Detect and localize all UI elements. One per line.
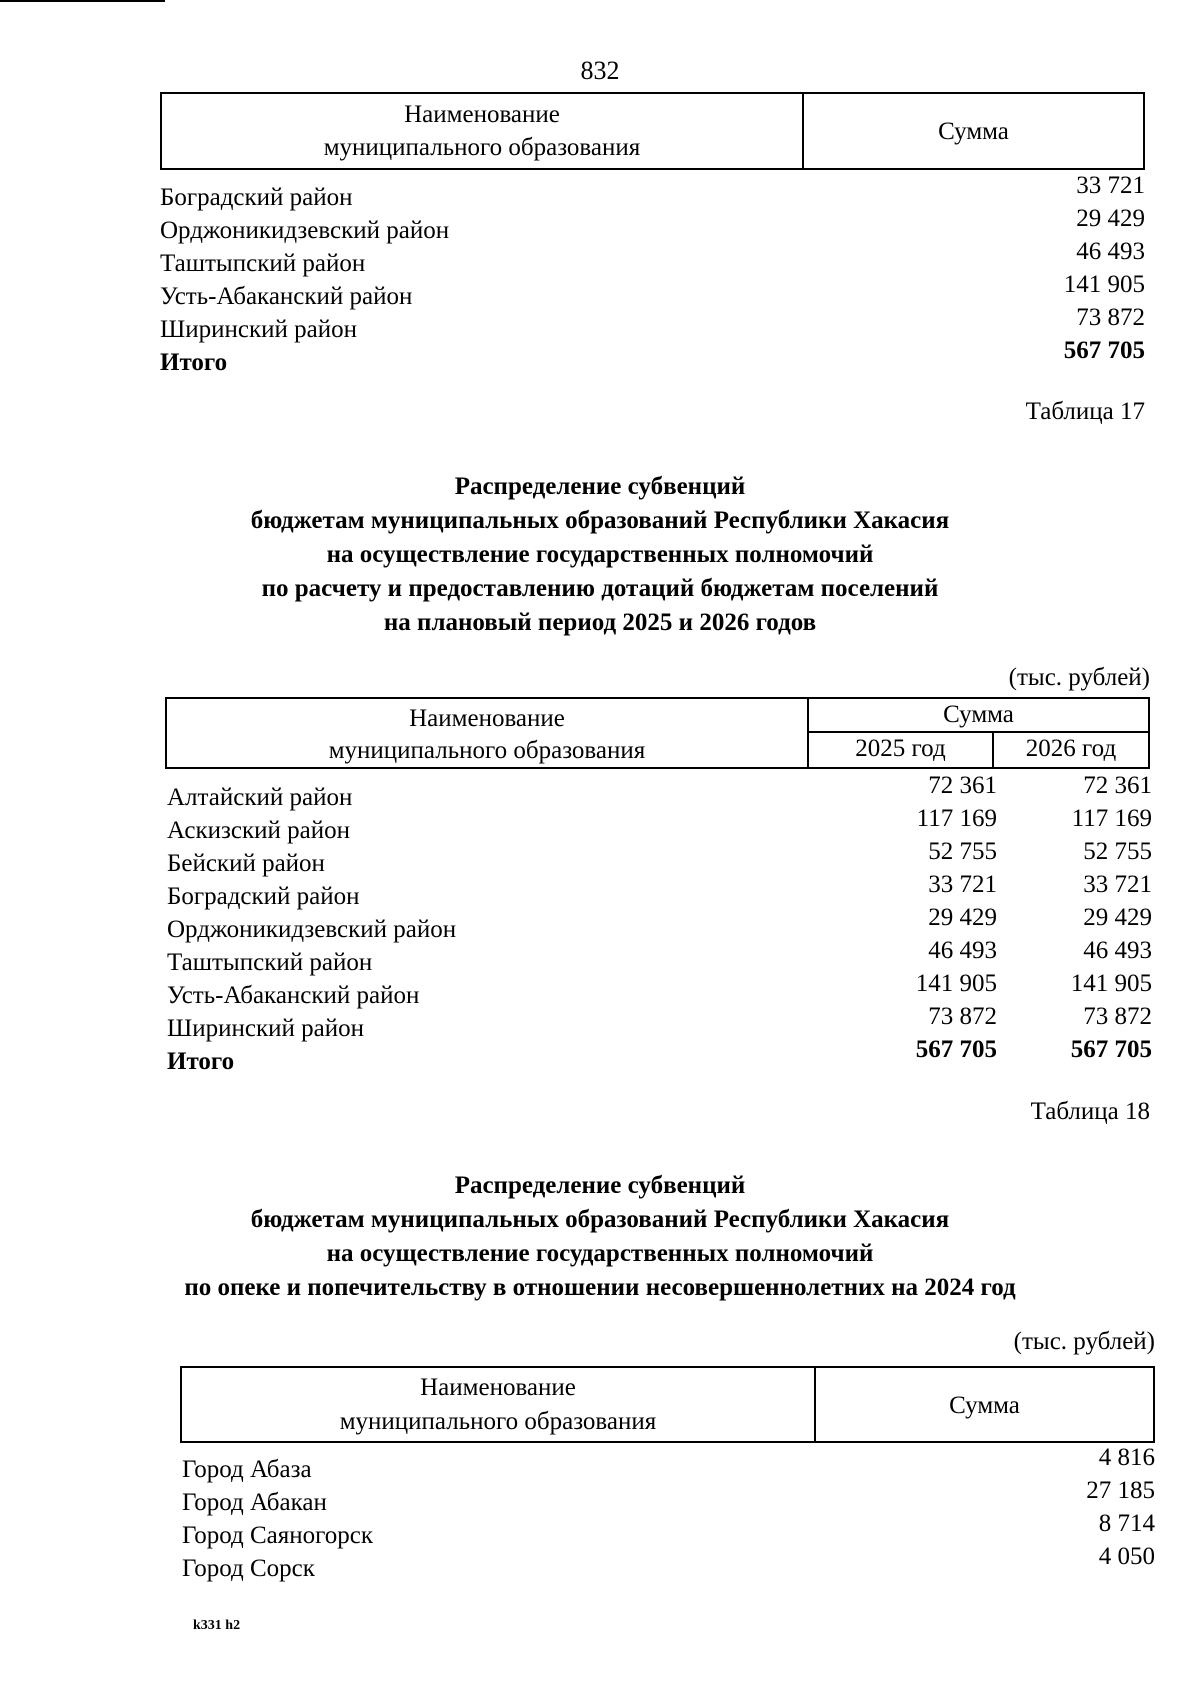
table-18-title-3: на осуществление государственных полномочий	[326, 1240, 874, 1267]
table-row	[160, 172, 1145, 211]
row-name: Таштыпский район	[167, 949, 373, 976]
row-name: Ширинский район	[167, 1015, 364, 1042]
table-17-units: (тыс. рублей)	[1008, 664, 1150, 691]
row-value-2025: 117 169	[916, 805, 997, 832]
row-name: Ширинский район	[160, 316, 357, 343]
table-row	[167, 772, 1152, 811]
table-a-header-name-2: муниципального образования	[323, 134, 641, 161]
table-17-title-5: на плановый период 2025 и 2026 годов	[383, 609, 817, 636]
table-row	[160, 304, 1145, 343]
table-17-header-name-1: Наименование	[409, 705, 565, 732]
row-value-2026: 141 905	[1070, 970, 1152, 997]
table-18-header-name-2: муниципального образования	[339, 1408, 657, 1435]
page-number: 832	[580, 56, 620, 85]
table-17-title-2: бюджетам муниципальных образований Республики Хакасия	[250, 507, 950, 534]
footer-code: k331 h2	[193, 1618, 241, 1633]
table-18-title-2: бюджетам муниципальных образований Республики Хакасия	[250, 1206, 950, 1233]
row-value: 8 714	[1098, 1510, 1155, 1537]
row-value: 4 050	[1098, 1543, 1155, 1570]
scan-edge-mark	[0, 0, 165, 2]
row-value-2026: 52 755	[1083, 838, 1152, 865]
table-18-title-1: Распределение субвенций	[454, 1172, 746, 1199]
table-18-header-sum: Сумма	[949, 1392, 1020, 1419]
row-value-2025: 72 361	[928, 772, 997, 799]
table-a-header-sum: Сумма	[938, 118, 1009, 145]
row-value-2025: 73 872	[928, 1003, 997, 1030]
row-value: 141 905	[1063, 271, 1145, 298]
table-row	[167, 970, 1152, 1009]
table-total-row	[160, 337, 1145, 376]
table-18-header-name-1: Наименование	[420, 1374, 576, 1401]
table-row	[167, 904, 1152, 943]
total-value-2025: 567 705	[915, 1036, 997, 1063]
table-18-units: (тыс. рублей)	[1013, 1328, 1155, 1355]
row-value: 73 872	[1076, 304, 1145, 331]
row-name: Усть-Абаканский район	[167, 982, 420, 1009]
table-18-title-4: по опеке и попечительству в отношении несовершеннолетних на 2024 год	[184, 1274, 1016, 1301]
table-row	[182, 1477, 1155, 1516]
table-row	[182, 1444, 1155, 1483]
row-value-2025: 29 429	[928, 904, 997, 931]
table-17-title-3: на осуществление государственных полномочий	[326, 541, 874, 568]
row-name: Орджоникидзевский район	[167, 916, 457, 943]
row-value-2026: 117 169	[1071, 805, 1152, 832]
table-17-caption: Таблица 17	[1025, 398, 1145, 425]
table-17-header-2025: 2025 год	[855, 735, 946, 762]
row-name: Усть-Абаканский район	[160, 283, 413, 310]
table-17-title-1: Распределение субвенций	[454, 473, 746, 500]
row-value-2026: 29 429	[1083, 904, 1152, 931]
row-name: Алтайский район	[167, 784, 353, 811]
table-a-header-name-1: Наименование	[404, 101, 560, 128]
row-name: Боградский район	[167, 883, 360, 910]
table-17-header	[165, 697, 1150, 769]
table-18-header	[180, 1366, 1155, 1443]
row-name: Город Абакан	[182, 1489, 327, 1516]
row-value-2025: 33 721	[928, 871, 997, 898]
table-row	[167, 1003, 1152, 1042]
row-name: Аскизский район	[167, 817, 351, 844]
table-row	[167, 871, 1152, 910]
row-name: Город Саяногорск	[182, 1522, 374, 1549]
row-name: Город Абаза	[182, 1456, 312, 1483]
row-name: Бейский район	[167, 850, 325, 877]
row-name: Таштыпский район	[160, 250, 366, 277]
total-label: Итого	[167, 1048, 235, 1075]
total-label: Итого	[160, 349, 228, 376]
table-row	[160, 205, 1145, 244]
row-value: 29 429	[1076, 205, 1145, 232]
table-17-header-2026: 2026 год	[1025, 735, 1117, 762]
row-value-2025: 141 905	[915, 970, 997, 997]
table-row	[167, 805, 1152, 844]
table-row	[182, 1510, 1155, 1549]
row-value-2026: 73 872	[1083, 1003, 1152, 1030]
row-name: Боградский район	[160, 184, 353, 211]
row-value-2026: 33 721	[1083, 871, 1152, 898]
table-row	[160, 271, 1145, 310]
row-value-2026: 72 361	[1083, 772, 1152, 799]
row-value: 4 816	[1098, 1444, 1155, 1471]
table-18-caption: Таблица 18	[1030, 1098, 1150, 1125]
table-row	[167, 838, 1152, 877]
table-total-row	[167, 1036, 1152, 1075]
table-17-header-sum: Сумма	[943, 701, 1014, 728]
total-value: 567 705	[1063, 337, 1145, 364]
total-value-2026: 567 705	[1070, 1036, 1152, 1063]
row-value: 33 721	[1076, 172, 1145, 199]
table-row	[160, 238, 1145, 277]
row-value-2026: 46 493	[1083, 937, 1152, 964]
table-row	[167, 937, 1152, 976]
table-a-header	[160, 92, 1145, 170]
row-name: Город Сорск	[182, 1555, 315, 1582]
table-row	[182, 1543, 1155, 1582]
row-value: 46 493	[1076, 238, 1145, 265]
row-value-2025: 52 755	[928, 838, 997, 865]
row-value-2025: 46 493	[928, 937, 997, 964]
row-value: 27 185	[1086, 1477, 1155, 1504]
row-name: Орджоникидзевский район	[160, 217, 450, 244]
table-17-header-name-2: муниципального образования	[328, 737, 646, 764]
table-17-title-4: по расчету и предоставлению дотаций бюджетам поселений	[261, 575, 939, 602]
